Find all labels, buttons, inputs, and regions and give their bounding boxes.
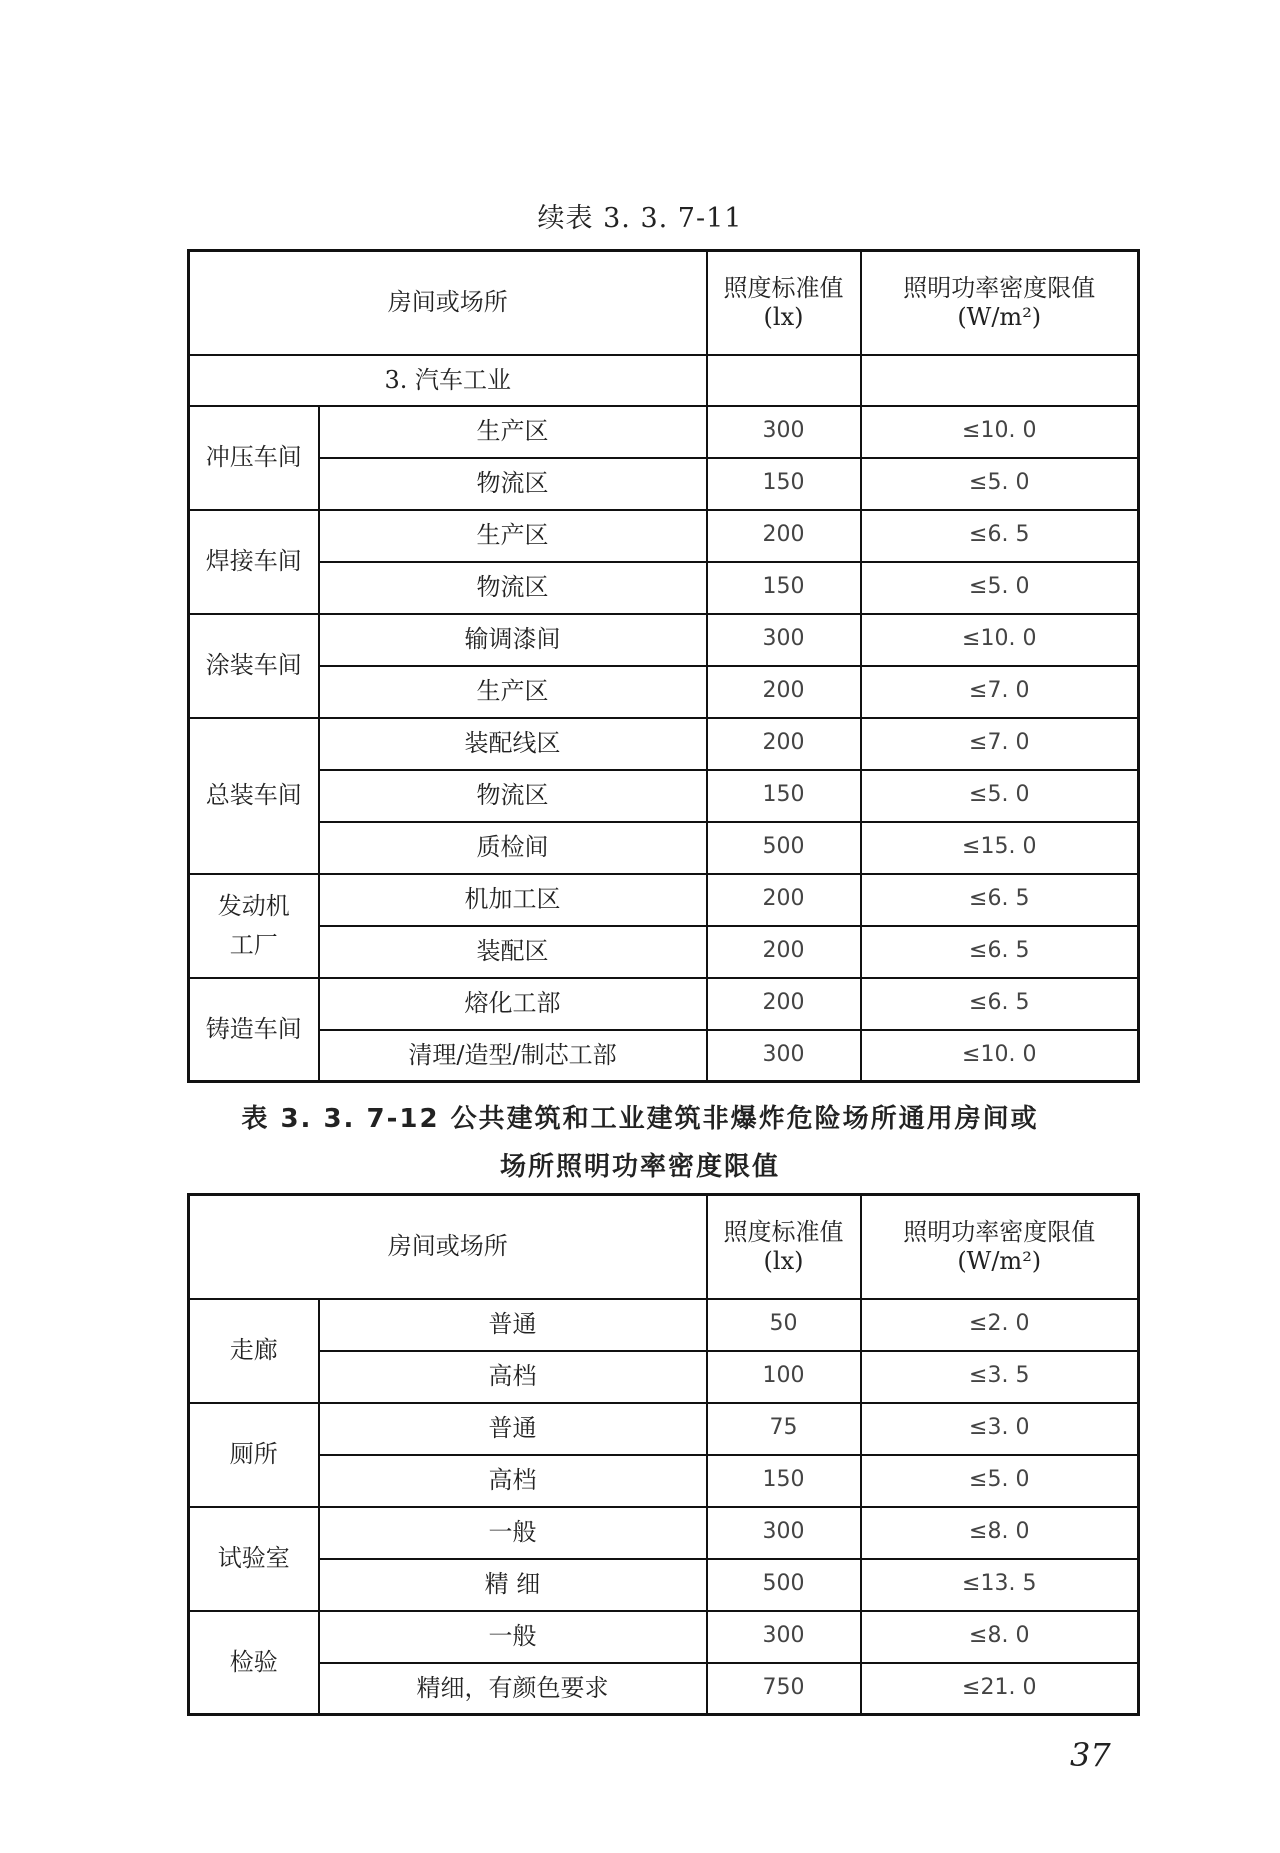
table-row: [189, 822, 1139, 874]
illuminance-cell: 150: [707, 458, 861, 510]
lpd-cell: ≤15. 0: [861, 822, 1139, 874]
header-lpd-label: 照明功率密度限值: [903, 273, 1096, 302]
table-row: [189, 1663, 1139, 1715]
lpd-cell: ≤2. 0: [861, 1299, 1139, 1351]
area-cell: 熔化工部: [319, 978, 707, 1030]
lpd-cell: ≤10. 0: [861, 614, 1139, 666]
table2-header-row: [189, 1195, 1139, 1299]
lpd-cell: ≤6. 5: [861, 978, 1139, 1030]
area-cell: 装配线区: [319, 718, 707, 770]
table2-caption-line1: 表 3. 3. 7-12 公共建筑和工业建筑非爆炸危险场所通用房间或: [241, 1104, 1039, 1134]
area-cell: 一般: [319, 1507, 707, 1559]
table-row: [189, 1559, 1139, 1611]
area-cell: 普通: [319, 1299, 707, 1351]
lpd-cell: ≤6. 5: [861, 926, 1139, 978]
illuminance-cell: 300: [707, 1507, 861, 1559]
header-room: 房间或场所: [189, 251, 707, 355]
header-illuminance-label: 照度标准值: [723, 1217, 844, 1246]
lpd-cell: ≤21. 0: [861, 1663, 1139, 1715]
header-illuminance: [707, 251, 861, 355]
illuminance-cell: 200: [707, 718, 861, 770]
lpd-cell: ≤6. 5: [861, 510, 1139, 562]
group-name: 冲压车间: [189, 406, 319, 510]
table-row: [189, 1455, 1139, 1507]
area-cell: 精 细: [319, 1559, 707, 1611]
page-number: 37: [1070, 1736, 1111, 1774]
table-row: [189, 562, 1139, 614]
illuminance-cell: 150: [707, 770, 861, 822]
lpd-cell: ≤5. 0: [861, 770, 1139, 822]
illuminance-cell: 300: [707, 406, 861, 458]
header-lpd: [861, 1195, 1139, 1299]
header-lpd-label: 照明功率密度限值: [903, 1217, 1096, 1246]
group-name: 走廊: [189, 1299, 319, 1403]
table-row: [189, 1611, 1139, 1663]
header-illuminance: [707, 1195, 861, 1299]
area-cell: 机加工区: [319, 874, 707, 926]
illuminance-cell: 200: [707, 874, 861, 926]
lpd-cell: ≤8. 0: [861, 1611, 1139, 1663]
illuminance-cell: 150: [707, 1455, 861, 1507]
lpd-cell: ≤6. 5: [861, 874, 1139, 926]
area-cell: 一般: [319, 1611, 707, 1663]
table1: [187, 249, 1140, 1083]
illuminance-cell: 300: [707, 1611, 861, 1663]
illuminance-cell: 200: [707, 978, 861, 1030]
illuminance-cell: 500: [707, 822, 861, 874]
lpd-cell: ≤10. 0: [861, 406, 1139, 458]
area-cell: 普通: [319, 1403, 707, 1455]
header-illuminance-unit: (lx): [763, 302, 804, 331]
group-name: 涂装车间: [189, 614, 319, 718]
group-name: 焊接车间: [189, 510, 319, 614]
lpd-cell: ≤5. 0: [861, 562, 1139, 614]
illuminance-cell: 200: [707, 666, 861, 718]
area-cell: 清理/造型/制芯工部: [319, 1030, 707, 1082]
area-cell: 生产区: [319, 510, 707, 562]
illuminance-cell: 150: [707, 562, 861, 614]
header-lpd: [861, 251, 1139, 355]
group-name: 铸造车间: [189, 978, 319, 1082]
illuminance-cell: 300: [707, 1030, 861, 1082]
table-row: [189, 1507, 1139, 1559]
area-cell: 生产区: [319, 666, 707, 718]
table-row: [189, 406, 1139, 458]
area-cell: 质检间: [319, 822, 707, 874]
lpd-cell: ≤5. 0: [861, 458, 1139, 510]
group-name: 总装车间: [189, 718, 319, 874]
illuminance-cell: 300: [707, 614, 861, 666]
illuminance-cell: 75: [707, 1403, 861, 1455]
table-row: [189, 1403, 1139, 1455]
lpd-cell: ≤13. 5: [861, 1559, 1139, 1611]
table-row: [189, 510, 1139, 562]
section-title: 3. 汽车工业: [189, 355, 707, 406]
table-row: [189, 1351, 1139, 1403]
illuminance-cell: 200: [707, 510, 861, 562]
table-row: [189, 458, 1139, 510]
table-row: [189, 1299, 1139, 1351]
lpd-cell: ≤5. 0: [861, 1455, 1139, 1507]
table1-header-row: [189, 251, 1139, 355]
area-cell: 物流区: [319, 770, 707, 822]
lpd-cell: ≤10. 0: [861, 1030, 1139, 1082]
table-row: [189, 666, 1139, 718]
lpd-cell: ≤7. 0: [861, 718, 1139, 770]
lpd-cell: ≤3. 5: [861, 1351, 1139, 1403]
header-illuminance-label: 照度标准值: [723, 273, 844, 302]
area-cell: 输调漆间: [319, 614, 707, 666]
header-lpd-unit: (W/m²): [957, 302, 1042, 331]
illuminance-cell: 750: [707, 1663, 861, 1715]
area-cell: 物流区: [319, 458, 707, 510]
lpd-cell: ≤3. 0: [861, 1403, 1139, 1455]
table2: [187, 1193, 1140, 1716]
area-cell: 精细，有颜色要求: [319, 1663, 707, 1715]
table-row: [189, 926, 1139, 978]
group-name: [189, 874, 319, 978]
group-name: 检验: [189, 1611, 319, 1715]
group-name: 试验室: [189, 1507, 319, 1611]
table2-caption-line2: 场所照明功率密度限值: [499, 1152, 780, 1182]
illuminance-cell: 500: [707, 1559, 861, 1611]
illuminance-cell: 200: [707, 926, 861, 978]
group-name-line1: 发动机: [217, 891, 290, 920]
table-row: [189, 718, 1139, 770]
lpd-cell: ≤7. 0: [861, 666, 1139, 718]
header-lpd-unit: (W/m²): [957, 1246, 1042, 1275]
section-row: [189, 355, 1139, 406]
area-cell: 生产区: [319, 406, 707, 458]
area-cell: 装配区: [319, 926, 707, 978]
area-cell: 高档: [319, 1351, 707, 1403]
group-name-line2: 工厂: [229, 930, 278, 959]
table-row: [189, 614, 1139, 666]
table-row: [189, 874, 1139, 926]
area-cell: 高档: [319, 1455, 707, 1507]
table-row: [189, 770, 1139, 822]
lpd-cell: ≤8. 0: [861, 1507, 1139, 1559]
section-empty-cell: [707, 355, 861, 406]
illuminance-cell: 50: [707, 1299, 861, 1351]
table-row: [189, 978, 1139, 1030]
illuminance-cell: 100: [707, 1351, 861, 1403]
table-row: [189, 1030, 1139, 1082]
header-illuminance-unit: (lx): [763, 1246, 804, 1275]
header-room: 房间或场所: [189, 1195, 707, 1299]
area-cell: 物流区: [319, 562, 707, 614]
section-empty-cell: [861, 355, 1139, 406]
group-name: 厕所: [189, 1403, 319, 1507]
table1-caption: 续表 3. 3. 7-11: [537, 203, 743, 234]
